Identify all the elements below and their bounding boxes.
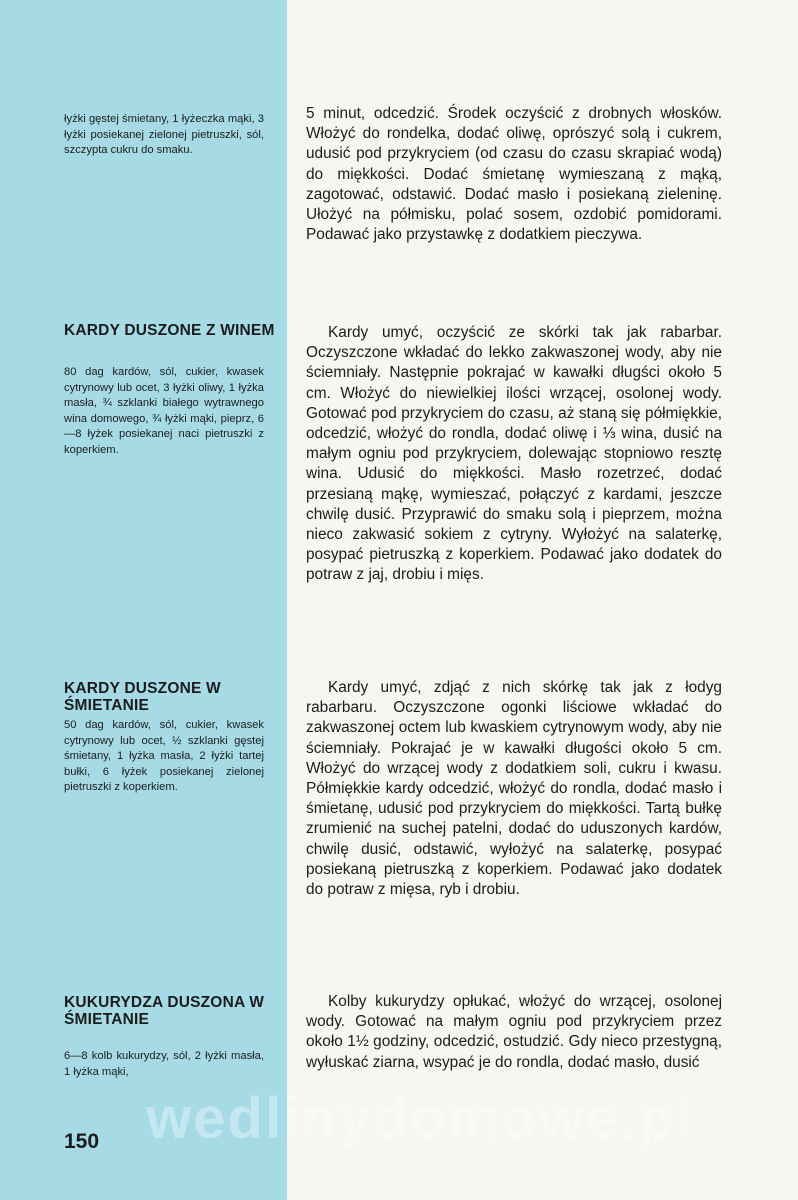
watermark: wedlinydomowe.pl [146, 1086, 694, 1151]
recipe-title-kardy-smietana: KARDY DUSZONE W ŚMIETANIE [64, 680, 221, 714]
recipe-title-kardy-wino: KARDY DUSZONE Z WINEM [64, 322, 275, 339]
recipe-instructions-kardy-wino: Kardy umyć, oczyścić ze skórki tak jak rabarbar. Oczyszczone wkładać do lekko zakwaszonej wody, aby nie ściemniały. Następnie pokrajać w kawałki długści około 5 cm. Włożyć do niewielkiej ilości wrzącej, osolonej wody. Gotować pod przykryciem do czasu, aż staną się półmiękkie, odcedzić, włożyć do rondla, dodać oliwę i ⅓ wina, dusić na małym ogniu pod przykryciem, dolewając stopniowo resztę wina. Udusić do miękkości. Masło rozetrzeć, dodać przesianą mąkę, wymieszać, połączyć z kardami, jeszcze chwilę dusić. Przyprawić do smaku solą i pieprzem, można nieco zakwasić sokiem z cytryny. Wyłożyć na salaterkę, posypać pietruszką z koperkiem. Podawać jako dodatek do potraw z jaj, drobiu i mięs. [306, 324, 722, 584]
recipe-instructions-kukurydza: Kolby kukurydzy opłukać, włożyć do wrzącej, osolonej wody. Gotować na małym ogniu pod przykryciem przez około 1½ godziny, odcedzić, ostudzić. Gdy nieco przestygną, wyłuskać ziarna, wsypać je do rondla, dodać masło, dusić [306, 993, 722, 1071]
intro-ingredients: łyżki gęstej śmietany, 1 łyżeczka mąki, 3 łyżki posiekanej zielonej pietruszki, sól, szczypta cukru do smaku. [64, 113, 264, 157]
recipe-ingredients-kardy-smietana: 50 dag kardów, sól, cukier, kwasek cytrynowy lub ocet, ½ szklanki gęstej śmietany, 1 łyżka masła, 2 łyżki tartej bułki, 6 łyżek posiekanej zielonej pietruszki z koperkiem. [64, 719, 264, 794]
recipe-ingredients-kardy-wino: 80 dag kardów, sól, cukier, kwasek cytrynowy lub ocet, 3 łyżki oliwy, 1 łyżka masła, ¾ szklanki białego wytrawnego wina domowego, ¾ łyżki mąki, pieprz, 6—8 łyżek posiekanej naci pietruszki z koperkiem. [64, 366, 264, 456]
recipe-ingredients-kukurydza: 6—8 kolb kukurydzy, sól, 2 łyżki masła, 1 łyżka mąki, [64, 1050, 264, 1078]
page-number: 150 [64, 1130, 100, 1153]
recipe-instructions-kardy-smietana: Kardy umyć, zdjąć z nich skórkę tak jak z łodyg rabarbaru. Oczyszczone ogonki liściowe wkładać do zakwaszonej octem lub kwaskiem cytrynowym wody, aby nie ściemniały. Pokrajać je w kawałki długości około 5 cm. Włożyć do wrzącej wody z dodatkiem soli, cukru i kwasu. Półmiękkie kardy odcedzić, włożyć do rondla, dodać masło i śmietanę, udusić pod przykryciem do miękkości. Tartą bułkę zrumienić na suchej patelni, dodać do uduszonych kardów, chwilę dusić, odstawić, wyłożyć na salaterkę, posypać posiekaną pietruszką z koperkiem. Podawać jako dodatek do potraw z mięsa, ryb i drobiu. [306, 679, 722, 899]
recipe-title-kukurydza: KUKURYDZA DUSZONA W ŚMIETANIE [64, 994, 265, 1028]
intro-instructions: 5 minut, odcedzić. Środek oczyścić z drobnych włosków. Włożyć do rondelka, dodać oliwę, oprószyć solą i cukrem, udusić pod przykryciem (od czasu do czasu skrapiać wodą) do miękkości. Dodać śmietanę wymieszaną z mąką, zagotować, odstawić. Dodać masło i posiekaną zieleninę. Ułożyć na półmisku, polać sosem, ozdobić pomidorami. Podawać jako przystawkę z dodatkiem pieczywa. [306, 105, 722, 244]
